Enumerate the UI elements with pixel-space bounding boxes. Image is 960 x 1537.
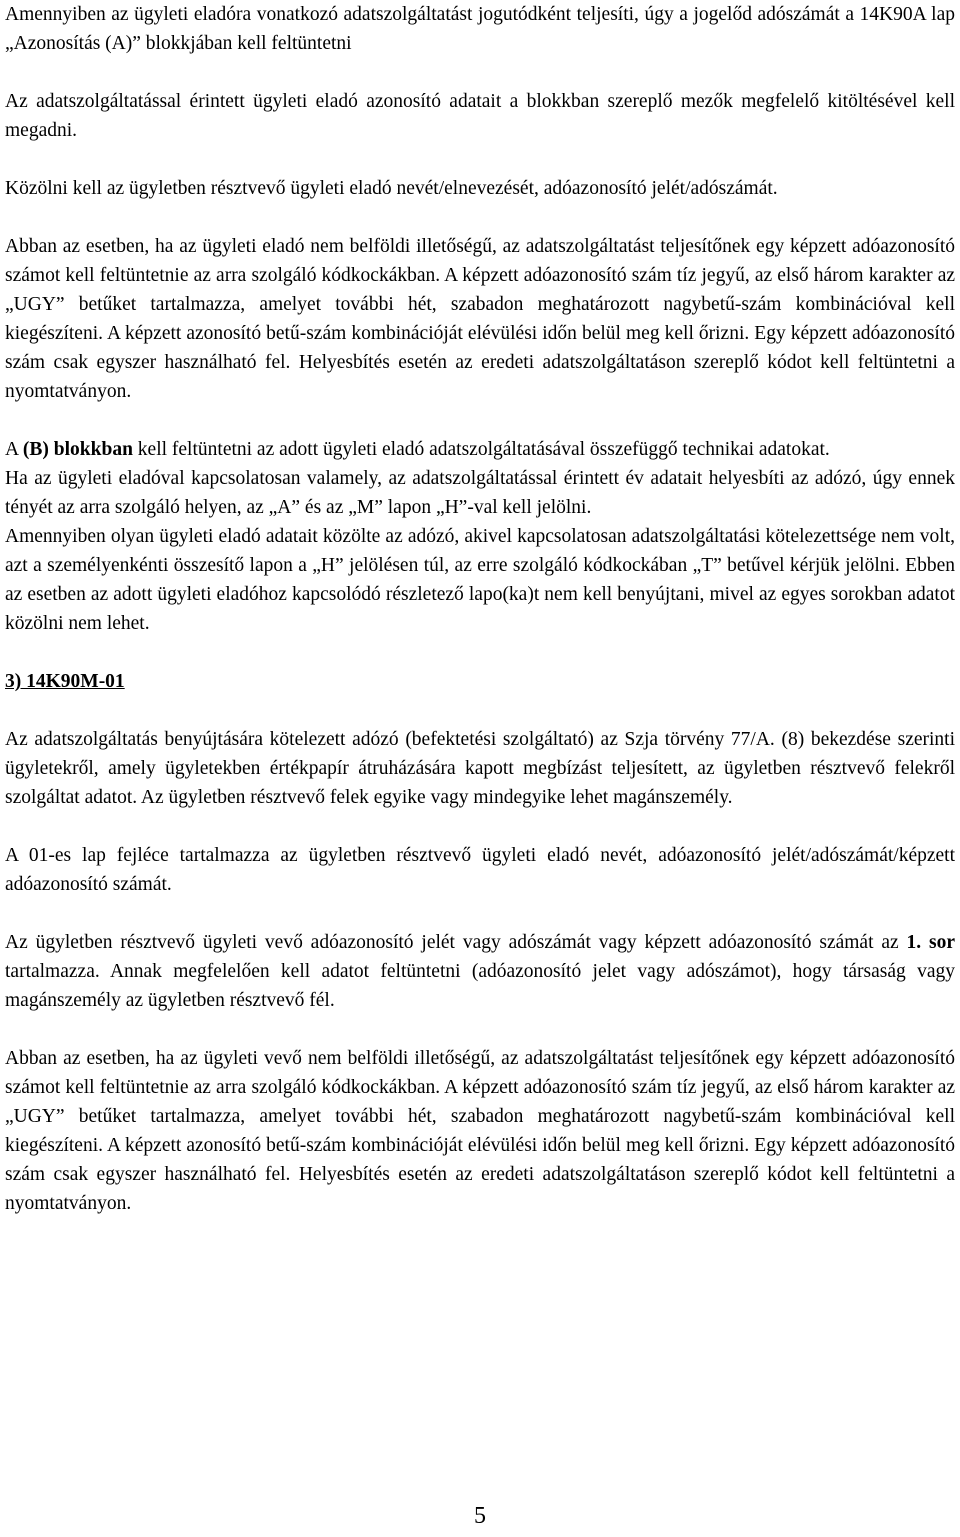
paragraph-foreign-seller: Abban az esetben, ha az ügyleti eladó nem belföldi illetőségű, az adatszolgáltatást teljesítőnek egy képzett adóazonosító számot kell feltüntetnie az arra szolgáló kódkockákban. A képzett adóazonosító szám tíz jegyű, az első három karakter az „UGY” betűket tartalmazza, amelyet további hét, szabadon meghatározott nagybetű-szám kombinációval kell kiegészíteni. A képzett azonosító betű-szám kombinációját elévülési időn belül meg kell őrizni. Egy képzett adóazonosító szám csak egyszer használható fel. Helyesbítés esetén az eredeti adatszolgáltatáson szereplő kódot kell feltüntetni a nyomtatványon. [5,236,955,402]
paragraph-correction: Ha az ügyleti eladóval kapcsolatosan valamely, az adatszolgáltatással érintett év adatait helyesbíti az adózó, úgy ennek tényét az arra szolgáló helyen, az „A” és az „M” lapon „H”-val kell jelölni. [5,468,955,518]
paragraph-foreign-buyer: Abban az esetben, ha az ügyleti vevő nem belföldi illetőségű, az adatszolgáltatást teljesítőnek egy képzett adóazonosító számot kell feltüntetnie az arra szolgáló kódkockákban. A képzett adóazonosító szám tíz jegyű, az első három karakter az „UGY” betűket tartalmazza, amelyet további hét, szabadon meghatározott nagybetű-szám kombinációval kell kiegészíteni. A képzett azonosító betű-szám kombinációját elévülési időn belül meg kell őrizni. Egy képzett adóazonosító szám csak egyszer használható fel. Helyesbítés esetén az eredeti adatszolgáltatáson szereplő kódot kell feltüntetni a nyomtatványon. [5,1048,955,1214]
bold-text: 1. sor [906,932,956,953]
paragraph-block-b [5,435,955,464]
paragraph-legal-successor: Amennyiben az ügyleti eladóra vonatkozó adatszolgáltatást jogutódként teljesíti, úgy a jogelőd adószámát a 14K90A lap „Azonosítás (A)” blokkjában kell feltüntetni [5,4,955,54]
paragraph-sheet-header: A 01-es lap fejléce tartalmazza az ügyletben résztvevő ügyleti eladó nevét, adóazonosító jelét/adószámát/képzett adóazonosító számát. [5,845,955,895]
bold-text: blokkban [53,439,133,460]
page-number: 5 [474,1503,486,1529]
paragraph-buyer-id [5,928,955,1015]
text-run: tartalmazza. Annak megfelelően kell adatot feltüntetni (adóazonosító jelet vagy adószámot), hogy társaság vagy magánszemély az ügyletben résztvevő fél. [5,961,955,1011]
page-body [5,0,955,1218]
paragraph-obligated-taxpayer: Az adatszolgáltatás benyújtására kötelezett adózó (befektetési szolgáltató) az Szja törvény 77/A. (8) bekezdése szerinti ügyletekről, amely ügyletekben értékpapír átruházására kapott megbízást teljesített, az ügyletben résztvevő felekről szolgáltat adatot. Az ügyletben résztvevő felek egyike vagy mindegyike lehet magánszemély. [5,729,955,808]
text-run: A [5,439,23,460]
text-run: kell feltüntetni az adott ügyleti eladó adatszolgáltatásával összefüggő technikai adatokat. [132,439,830,460]
text-run: Az ügyletben résztvevő ügyleti vevő adóazonosító jelét vagy adószámát vagy képzett adóazonosító számát az [5,932,907,953]
paragraph-seller-id-data: Az adatszolgáltatással érintett ügyleti eladó azonosító adatait a blokkban szereplő mezők megfelelő kitöltésével kell megadni. [5,91,955,141]
paragraph-seller-name: Közölni kell az ügyletben résztvevő ügyleti eladó nevét/elnevezését, adóazonosító jelét/adószámát. [5,178,778,199]
bold-text: (B) [22,439,49,460]
paragraph-no-obligation: Amennyiben olyan ügyleti eladó adatait közölte az adózó, akivel kapcsolatosan adatszolgáltatási kötelezettsége nem volt, azt a személyenkénti összesítő lapon a „H” jelölésen túl, az erre szolgáló kódkockában „T” betűvel kérjük jelölni. Ebben az esetben az adott ügyleti eladóhoz kapcsolódó részletező lapo(ka)t nem kell benyújtani, mivel az egyes sorokban adatot közölni nem lehet. [5,526,955,634]
section-heading: 3) 14K90M-01 [5,671,125,692]
